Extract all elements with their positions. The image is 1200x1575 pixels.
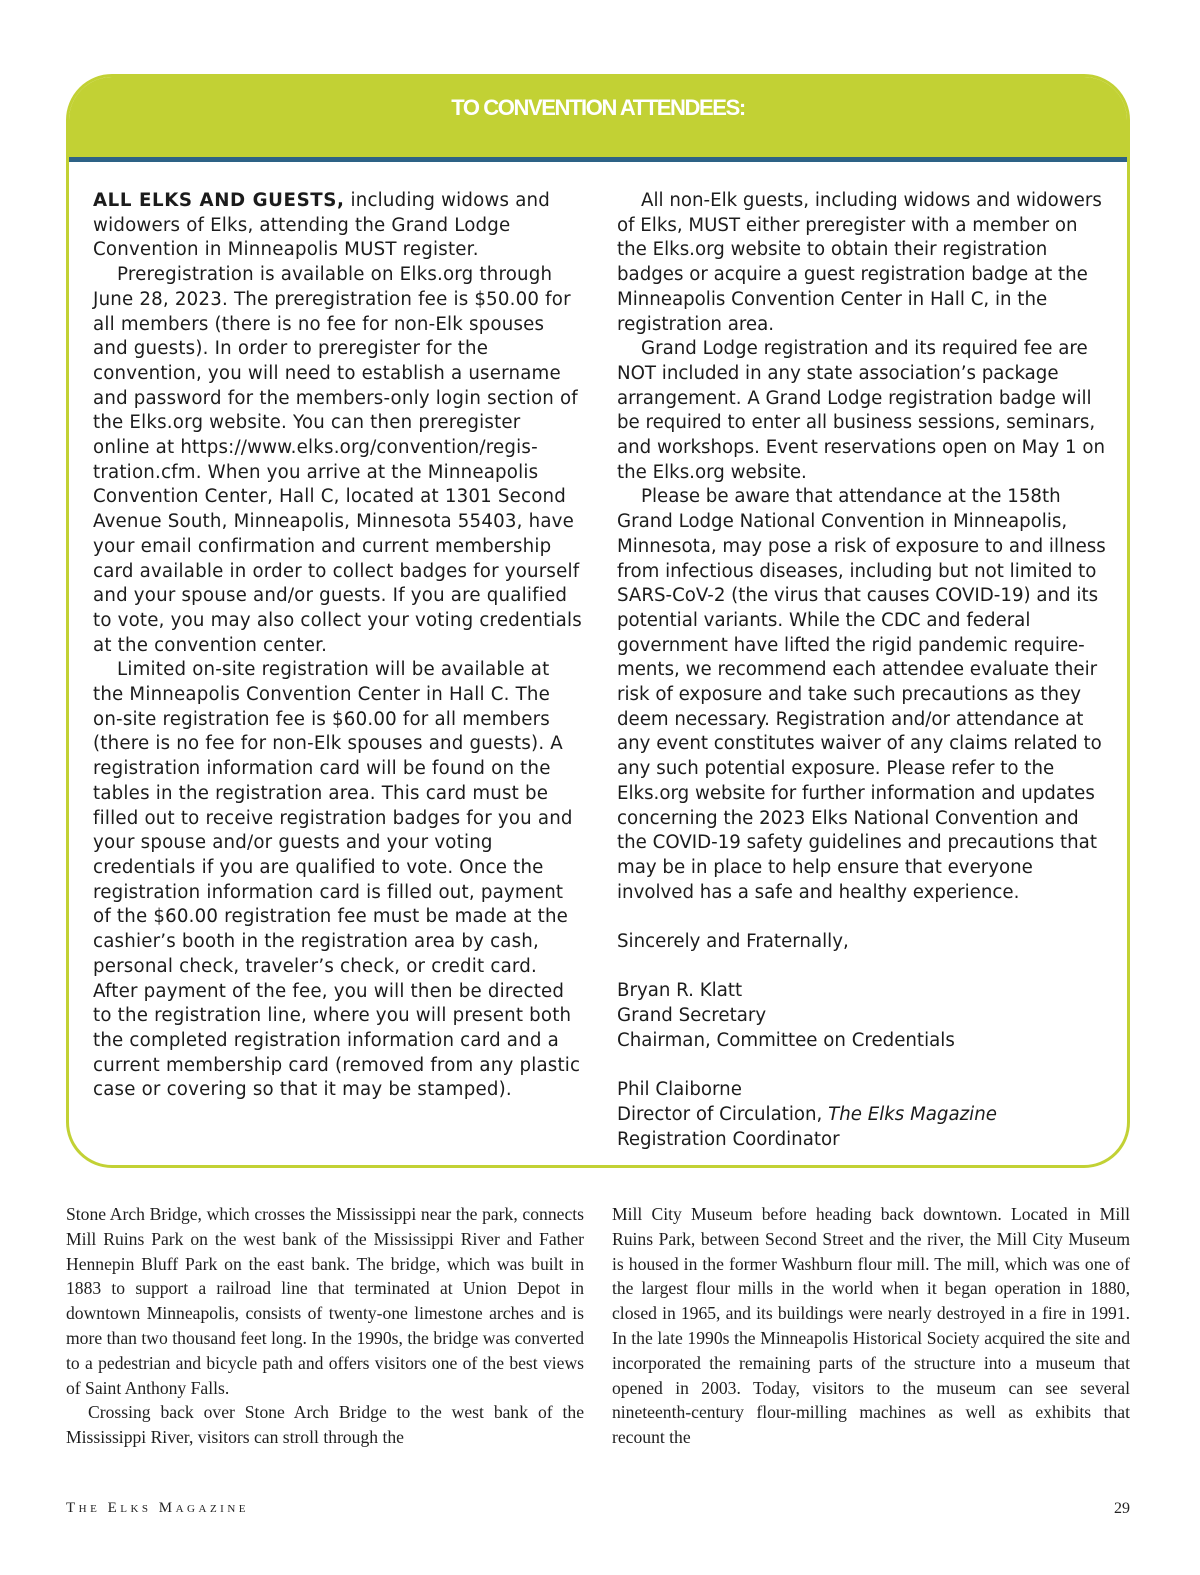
signature-title	[617, 1103, 1107, 1128]
signature-title: Grand Secretary	[617, 1005, 767, 1027]
article-left-column	[66, 1202, 584, 1450]
page-number: 29	[1114, 1500, 1130, 1517]
notice-lead: ALL ELKS AND GUESTS,	[93, 190, 345, 211]
notice-left-column	[93, 189, 583, 1103]
signature-title: Chairman, Committee on Credentials	[617, 1029, 955, 1051]
notice-paragraph	[93, 189, 583, 263]
article-paragraph: Mill City Museum before heading back downtown. Located in Mill Ruins Park, between Second Street and the river, the Mill City Museum is housed in the former Washburn flour mill. The mill, which was one of the largest flour mills in the world when it began operation in 1880, closed in 1965, and its buildings were nearly destroyed in a fire in 1991. In the late 1990s the Minneapolis Historical Society acquired the site and incorporated the remaining parts of the structure into a museum that opened in 2003. Today, visitors to the museum can see several nineteenth-century flour-milling machines as well as exhibits that recount the	[612, 1204, 1130, 1448]
closing-line: Sincerely and Fraternally,	[617, 931, 849, 953]
signature-title-prefix: Director of Circulation,	[617, 1103, 829, 1125]
notice-title: TO CONVENTION ATTENDEES:	[451, 95, 745, 120]
notice-lead-text: including widows and widowers of Elks, attending the Grand Lodge Convention in Minneapolis MUST register.	[93, 190, 551, 261]
signature-name: Bryan R. Klatt	[617, 980, 743, 1002]
notice-paragraph: Please be aware that attendance at the 158th Grand Lodge National Convention in Minneapolis, Minnesota, may pose a risk of exposure to and illness from infectious diseases, including but not limited to SARS-CoV-2 (the virus that causes COVID-19) and its potential variants. While the CDC and federal government have lifted the rigid pandemic requirements, we recommend each attendee evaluate their risk of exposure and take such precautions as they deem necessary. Registration and/or attendance at any event constitutes waiver of any claims related to any such potential exposure. Please refer to the Elks.org website for further information and updates concerning the 2023 Elks National Convention and the COVID-19 safety guidelines and precautions that may be in place to help ensure that everyone involved has a safe and healthy experience.	[617, 486, 1106, 903]
article-paragraph: Crossing back over Stone Arch Bridge to the west bank of the Mississippi River, visitors can stroll through the	[66, 1402, 584, 1448]
article-paragraph: Stone Arch Bridge, which crosses the Mississippi near the park, connects Mill Ruins Park on the west bank of the Mississippi River and Father Hennepin Bluff Park on the east bank. The bridge, which was built in 1883 to support a railroad line that terminated at Union Depot in downtown Minneapolis, consists of twenty-one limestone arches and is more than two thousand feet long. In the 1990s, the bridge was converted to a pedestrian and bicycle path and offers visitors one of the best views of Saint Anthony Falls.	[66, 1204, 584, 1398]
footer-magazine-title: The Elks Magazine	[66, 1500, 249, 1516]
signature-title: Registration Coordinator	[617, 1128, 840, 1150]
notice-paragraph: Preregistration is available on Elks.org through June 28, 2023. The preregistration fee is $50.00 for all members (there is no fee for non-Elk spouses and guests). In order to preregister for the convention, you will need to establish a username and password for the members-only login section of the Elks.org website. You can then preregister online at https://www.elks.org/convention/registration.cfm. When you arrive at the Minneapolis Convention Center, Hall C, located at 1301 Second Avenue South, Minneapolis, Minnesota 55403, have your email confirmation and current membership card available in order to collect badges for yourself and your spouse and/or guests. If you are qualified to vote, you may also collect your voting credentials at the convention center.	[93, 264, 582, 656]
notice-box	[66, 74, 1130, 1168]
signature-name: Phil Claiborne	[617, 1079, 742, 1101]
notice-paragraph: Grand Lodge registration and its required fee are NOT included in any state association’s package arrangement. A Grand Lodge registration badge will be required to enter all business sessions, seminars, and workshops. Event reservations open on May 1 on the Elks.org website.	[617, 338, 1106, 483]
notice-right-column	[617, 189, 1107, 1152]
article-right-column	[612, 1202, 1130, 1450]
header-rule	[69, 157, 1127, 162]
notice-paragraph: All non-Elk guests, including widows and widowers of Elks, MUST either preregister with a member on the Elks.org website to obtain their registration badges or acquire a guest registration badge at the Minneapolis Convention Center in Hall C, in the registration area.	[617, 190, 1102, 335]
publication-name: The Elks Magazine	[828, 1103, 997, 1125]
notice-paragraph: Limited on-site registration will be available at the Minneapolis Convention Center in Hall C. The on-site registration fee is $60.00 for all members (there is no fee for non-Elk spouses and guests). A registration information card will be found on the tables in the registration area. This card must be filled out to receive registration badges for you and your spouse and/or guests and your voting credentials if you are qualified to vote. Once the registration information card is filled out, payment of the $60.00 registration fee must be made at the cashier’s booth in the registration area by cash, personal check, traveler’s check, or credit card. After payment of the fee, you will then be directed to the registration line, where you will present both the completed registration information card and a current membership card (removed from any plastic case or covering so that it may be stamped).	[93, 659, 581, 1101]
notice-header	[69, 77, 1127, 157]
